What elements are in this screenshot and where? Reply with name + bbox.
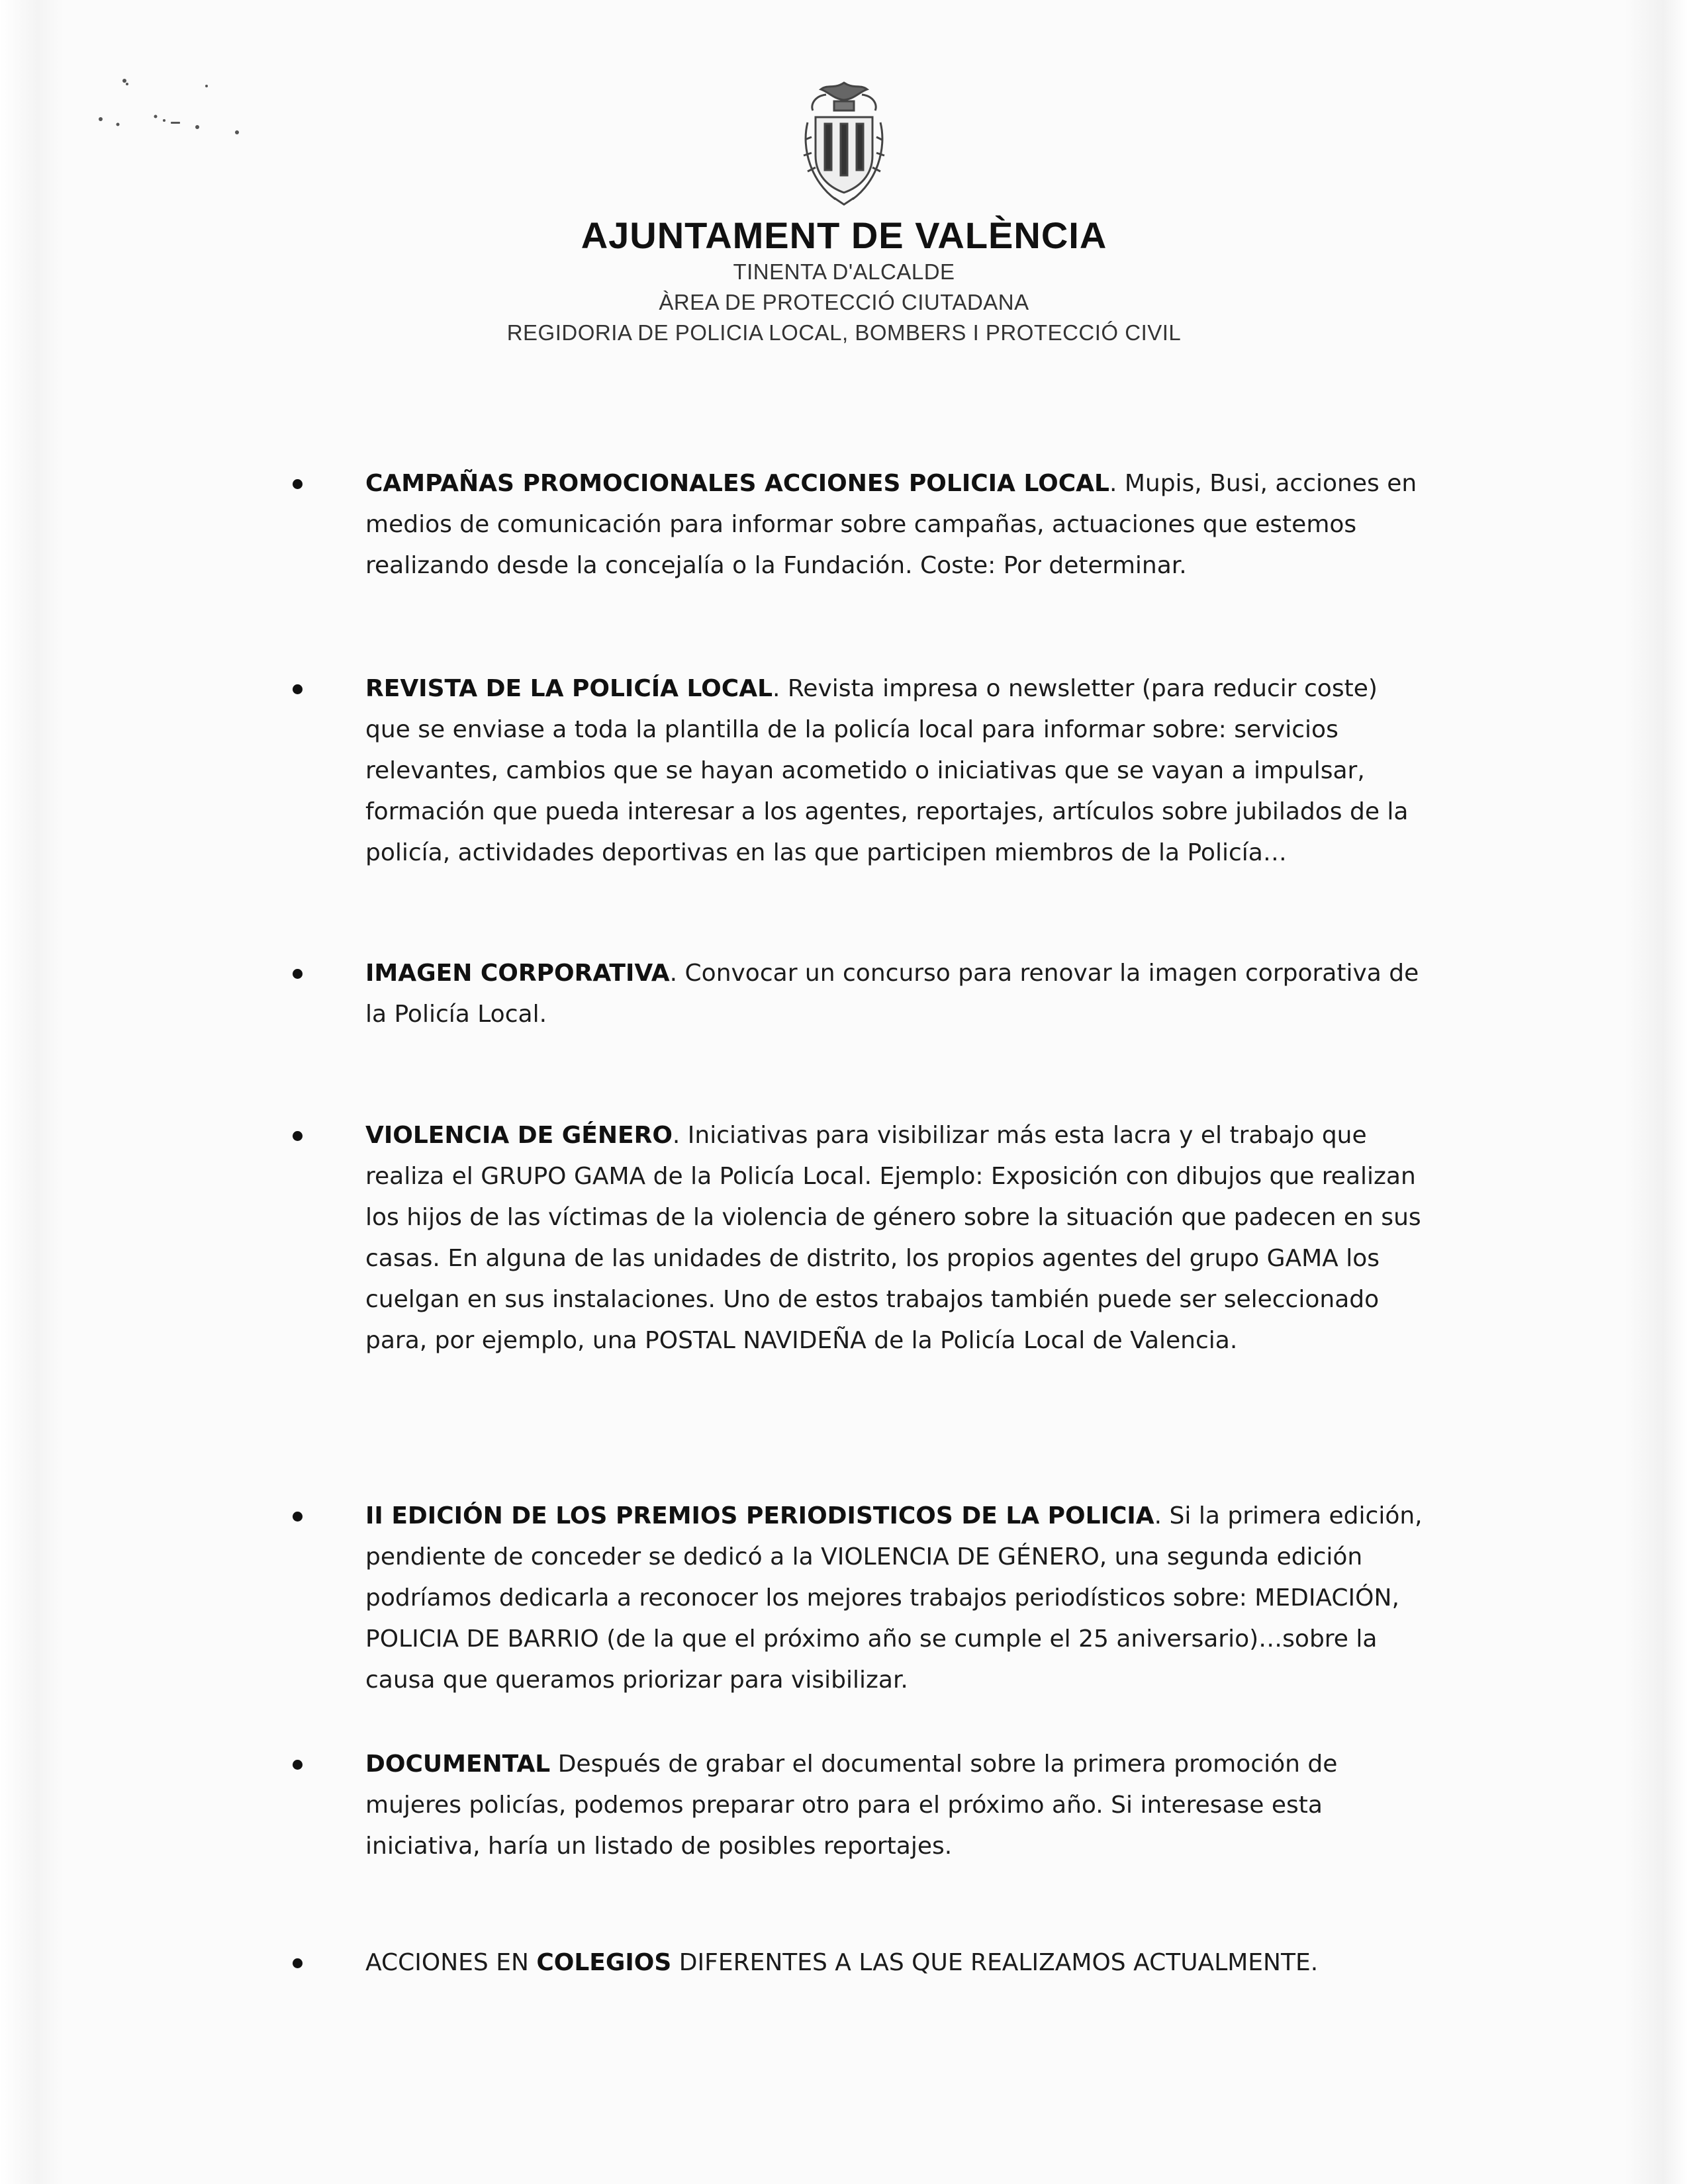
item-heading: CAMPAÑAS PROMOCIONALES ACCIONES POLICIA LOCAL [365, 470, 1109, 497]
bullet-icon [293, 684, 303, 694]
item-heading: REVISTA DE LA POLICÍA LOCAL [365, 675, 773, 702]
list-item [305, 953, 1430, 1035]
item-heading: DOCUMENTAL [365, 1751, 551, 1778]
coat-of-arms-icon [781, 76, 907, 208]
organization-name: AJUNTAMENT DE VALÈNCIA [581, 214, 1107, 256]
list-item [305, 1496, 1430, 1701]
item-body: Después de grabar el documental sobre la primera promoción de mujeres policías, podemos preparar otro para el próximo año. Si interesase esta iniciativa, haría un listado de posibles reportajes. [365, 1751, 1338, 1860]
item-body: . Mupis, Busi, acciones en medios de comunicación para informar sobre campañas, actuaciones que estemos realizando desde la concejalía o la Fundación. Coste: Por determinar. [365, 470, 1417, 579]
item-body: . Iniciativas para visibilizar más esta lacra y el trabajo que realiza el GRUPO GAMA de la Policía Local. Ejemplo: Exposición con dibujos que realizan los hijos de las víctimas de la violencia de género sobre la situación que padecen en sus casas. En alguna de las unidades de distrito, los propios agentes del grupo GAMA los cuelgan en sus instalaciones. Uno de estos trabajos también puede ser seleccionado para, por ejemplo, una POSTAL NAVIDEÑA de la Policía Local de Valencia. [365, 1122, 1421, 1354]
item-body: DIFERENTES A LAS QUE REALIZAMOS ACTUALMENTE. [671, 1949, 1319, 1976]
department-line: TINENTA D'ALCALDE [733, 259, 955, 284]
item-heading: II EDICIÓN DE LOS PREMIOS PERIODISTICOS DE LA POLICIA [365, 1502, 1154, 1529]
bullet-icon [293, 969, 303, 979]
item-heading: VIOLENCIA DE GÉNERO [365, 1122, 673, 1149]
letterhead [0, 76, 1688, 348]
item-prefix: ACCIONES EN [365, 1949, 537, 1976]
bullet-icon [293, 1131, 303, 1141]
list-item [305, 668, 1430, 874]
item-body: . Revista impresa o newsletter (para reducir coste) que se enviase a toda la plantilla de la policía local para informar sobre: servicios relevantes, cambios que se hayan acometido o iniciativas que se vayan a impulsar, formación que pueda interesar a los agentes, reportajes, artículos sobre jubilados de la policía, actividades deportivas en las que participen miembros de la Policía… [365, 675, 1409, 866]
list-item [305, 1942, 1430, 1983]
area-line: ÀREA DE PROTECCIÓ CIUTADANA [659, 290, 1029, 314]
item-body: . Si la primera edición, pendiente de conceder se dedicó a la VIOLENCIA DE GÉNERO, una segunda edición podríamos dedicarla a reconocer los mejores trabajos periodísticos sobre: MEDIACIÓN, POLICIA DE BARRIO (de la que el próximo año se cumple el 25 aniversario)…sobre la causa que queramos priorizar para visibilizar. [365, 1502, 1423, 1694]
bullet-icon [293, 1958, 303, 1968]
bullet-icon [293, 1760, 303, 1770]
list-item [305, 1744, 1430, 1867]
bullet-icon [293, 1512, 303, 1522]
item-heading: IMAGEN CORPORATIVA [365, 960, 670, 987]
item-heading: COLEGIOS [536, 1949, 672, 1976]
list-item [305, 463, 1430, 586]
list-item [305, 1115, 1430, 1361]
regidoria-line: REGIDORIA DE POLICIA LOCAL, BOMBERS I PROTECCIÓ CIVIL [506, 320, 1182, 345]
bullet-icon [293, 479, 303, 489]
item-body: . Convocar un concurso para renovar la imagen corporativa de la Policía Local. [365, 960, 1419, 1028]
